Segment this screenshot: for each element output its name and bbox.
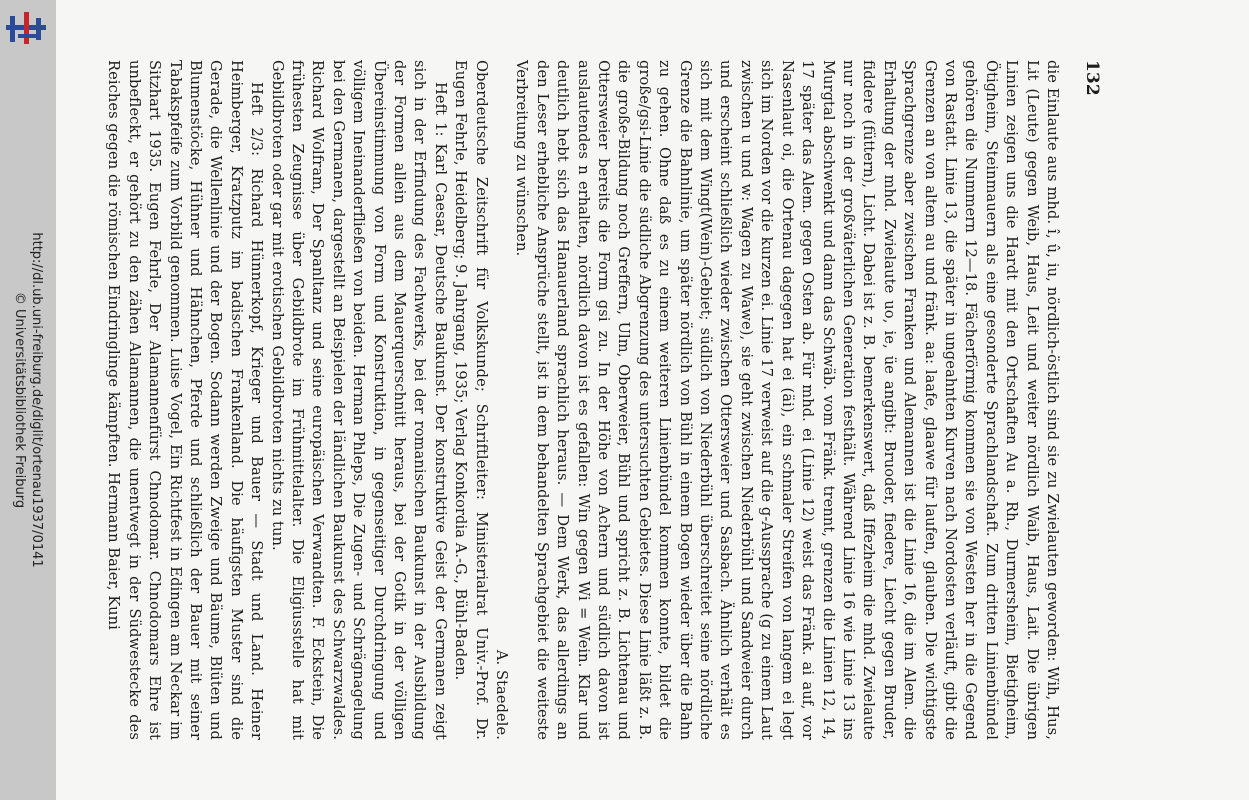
heft-2-3-paragraph: Heft 2/3: Richard Hünnerkopf, Krieger und Bauer — Stadt und Land. Heiner Heimberger, Kratzputz im badischen Frankenland. Die häufigsten Muster sind die Gerade, die Wellenlinie und der Bogen. Sodann werden Zweige und Bäume, Blüten und Blumenstöcke, Hühner und Hähnchen, Pferde und schließlich der Bauer mit seiner Tabakspfeife zum Vorbild genommen. Luise Vogel, Ein Richtfest in Edingen am Neckar im Sitzhart 1935. Eugen Fehrle, Der Alamannenfürst Chnodomar. Chnodomars Ehre ist unbefleckt, er gehört zu den zähen Alamannen, die unentwegt in der Südwestecke des Reiches gegen die römischen Eindringlinge kämpften. Hermann Baier, Kuni	[105, 60, 266, 740]
review-signature: A. Staedele.	[493, 649, 511, 740]
heft-1-paragraph: Heft 1: Karl Caesar, Deutsche Baukunst. Der konstruktive Geist der Germanen zeigt sich in der Erfindung des Fachwerks, bei der romanischen Baukunst in der Ausbildung der Formen allein aus dem Mauerquerschnitt heraus, bei der Gotik in der völligen Übereinstimmung von Form und Konstruktion, in gegenseitiger Durchdringung und völligem Ineinanderfließen von beiden. Herman Phleps, Die Zugen- und Schrägnagelung bei den Germanen, dargestellt an Beispielen der ländlichen Baukunst des Schwarzwaldes. Richard Wolfram, Der Spanltanz und seine europäischen Verwandten. F. Eckstein, Die frühesten Zeugnisse über Gebildbrote im Frühmittelalter. Die Eligiusstelle hat mit Gebildbroten oder gar mit erotischen Gebildbroten nichts zu tun.	[268, 60, 449, 740]
book-page	[105, 60, 1102, 740]
viewer-sidebar	[0, 0, 56, 800]
journal-heading: Oberdeutsche Zeitschrift für Volkskunde; Schriftleiter: Ministerialrat Univ.-Prof. Dr. Eugen Fehrle, Heidelberg; 9. Jahrgang, 1935; Verlag Konkordia A.-G., Bühl-Baden.	[452, 60, 490, 740]
intro-paragraph: die Einlaute aus mhd. î, û, iu, nördlich-östlich sind sie zu Zwielauten geworden: Wih, Hus, Lit (Leute) gegen Weib, Haus, Leit und weiter nördlich Waib, Haus, Lait. Die übrigen Linien zeigen uns die Hardt mit den Ortschaften Au a. Rh., Durmersheim, Bietigheim, Ötigheim, Steinmauern als eine gesonderte Sprachlandschaft. Zum dritten Linienbündel gehören die Nummern 12—18. Fächerförmig kommen sie von Westen her in die Gegend von Rastatt. Linie 13, die später in ungeahnten Kurven nach Nordosten verläuft, gibt die Grenzen an von altem au und fränk. aa: laafe, glaawe für laufen, glauben. Die wichtigste Sprachgrenze aber zwischen Franken und Alemannen ist die Linie 16, die im Alem. die Erhaltung der mhd. Zwielaute uo, ie, üe angibt: Bruoder, fiedere, Liecht gegen Bruder, fiddere (füttern), Licht. Dabei ist z. B. bemerkenswert, daß Iffezheim die mhd. Zwielaute nur noch in der großväterlichen Generation festhält. Während Linie 16 wie Linie 13 ins Murgtal abschwenkt und dann das Schwäb. vom Fränk. trennt, grenzen die Linien 12, 14, 17 später das Alem. gegen Osten ab. Für mhd. ei (Linie 12) weist das Fränk. ai auf, vor Nasenlaut oi, die Ortenau dagegen hat ei (äi), ein schmaler Streifen von langem ei legt sich im Norden vor die kurzen ei. Linie 17 verweist auf die g-Aussprache (g zu einem Laut zwischen u und w: Wagen zu Wawe), sie geht zwischen Niederbühl und Sandweier durch und erscheint schließlich wieder zwischen Ottersweier und Sasbach. Ähnlich verhält es sich mit dem Wingt(Wein)-Gebiet; südlich von Niederbühl überschreitet seine nördliche Grenze die Bahnlinie, um später nördlich von Bühl in einem Bogen wieder über die Bahn zu gehen. Ohne daß es zu einem weiteren Linienbündel kommen konnte, bildet die große/gsi-Linie die südliche Abgrenzung des untersuchten Gebietes. Diese Linie läßt z. B. die große-Bildung noch Greffern, Ulm, Oberweier, Bühl und spricht z. B. Lichtenau und Ottersweier bereits die Form gsi zu. In der Höhe von Achern und südlich davon ist auslautendes n erhalten, nördlich davon ist es gefallen: Win gegen Wi = Wein. Klar und deutlich hebt sich das Hanauerland sprachlich heraus. — Dem Werk, das allerdings an den Leser erhebliche Ansprüche stellt, ist in dem behandelten Sprachgebiet die weiteste Verbreitung zu wünschen.	[513, 60, 1061, 740]
source-url[interactable]: http://dl.ub.uni-freiburg.de/diglit/ortenau1937/0141	[29, 232, 44, 568]
university-library-logo-icon[interactable]	[4, 8, 48, 48]
scan-viewport	[56, 0, 1249, 800]
viewer-source-info	[11, 232, 45, 567]
page-body	[103, 60, 1062, 740]
copyright-notice: © Universitätsbibliothek Freiburg	[12, 291, 27, 509]
page-number: 132	[1082, 60, 1102, 96]
